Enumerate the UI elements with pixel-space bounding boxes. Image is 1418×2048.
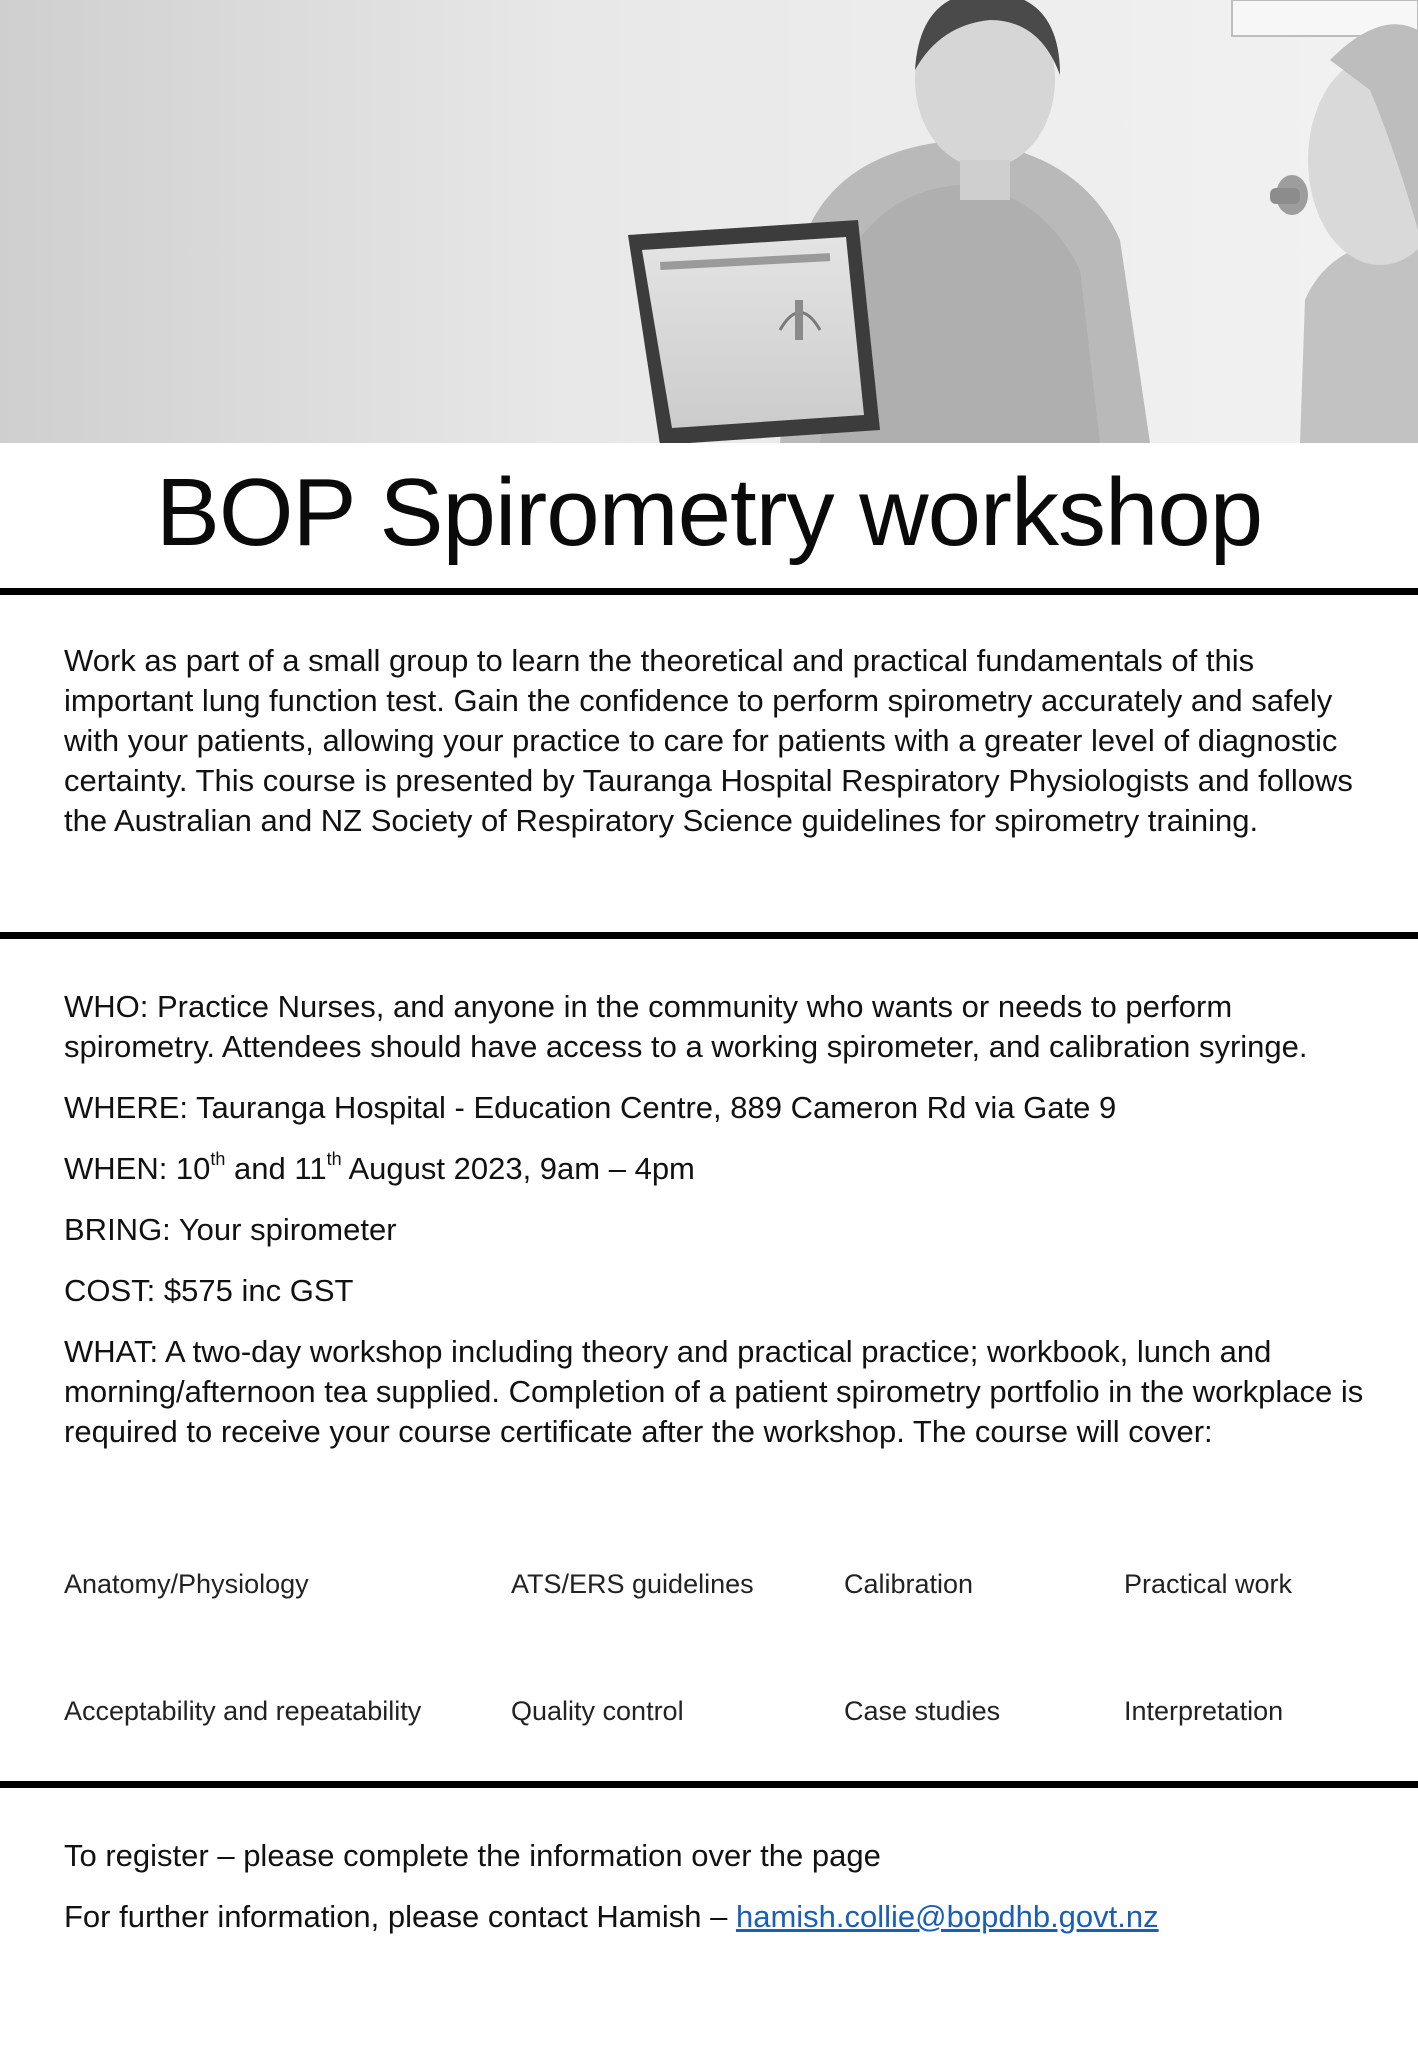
topic-item: Acceptability and repeatability xyxy=(64,1696,422,1726)
bring-text: BRING: Your spirometer xyxy=(64,1212,397,1247)
page-title: BOP Spirometry workshop xyxy=(155,459,1263,566)
hero-illustration xyxy=(0,0,1418,443)
contact-text: For further information, please contact Hamish – hamish.collie@bopdhb.govt.nz xyxy=(64,1899,1159,1934)
topic-item: Case studies xyxy=(844,1696,1001,1726)
topic-item: Anatomy/Physiology xyxy=(64,1569,309,1599)
divider xyxy=(0,1781,1418,1788)
topic-item: Practical work xyxy=(1124,1569,1293,1599)
intro-paragraph: Work as part of a small group to learn the theoretical and practical fundamentals of this important lung function test. Gain the confidence to perform spirometry accurately and safely with your patients, allowing your practice to care for patients with a greater level of diagnostic certainty. This course is presented by Tauranga Hospital Respiratory Physiologists and follows the Australian and NZ Society of Respiratory Science guidelines for spirometry training. xyxy=(64,643,1353,838)
cost-text: COST: $575 inc GST xyxy=(64,1273,354,1308)
footer xyxy=(64,1836,1364,1958)
topic-item: Quality control xyxy=(511,1696,684,1726)
topic-item: Calibration xyxy=(844,1569,974,1599)
email-link[interactable]: hamish.collie@bopdhb.govt.nz xyxy=(735,1899,1159,1934)
hero-photo xyxy=(0,0,1418,443)
workshop-details xyxy=(64,987,1364,1473)
divider xyxy=(0,588,1418,595)
divider xyxy=(0,932,1418,939)
what-text: WHAT: A two-day workshop including theory and practical practice; workbook, lunch and morning/afternoon tea supplied. Completion of a patient spirometry portfolio in the workplace is required to receive your course certificate after the workshop. The course will cover: xyxy=(64,1334,1364,1449)
topic-item: Interpretation xyxy=(1124,1696,1284,1726)
where-text: WHERE: Tauranga Hospital - Education Centre, 889 Cameron Rd via Gate 9 xyxy=(64,1090,1117,1125)
topic-item: ATS/ERS guidelines xyxy=(511,1569,754,1599)
when-text: WHEN: 10th and 11th August 2023, 9am – 4pm xyxy=(64,1149,695,1186)
who-text: WHO: Practice Nurses, and anyone in the community who wants or needs to perform spirometry. Attendees should have access to a working spirometer, and calibration syringe. xyxy=(64,989,1308,1064)
register-text: To register – please complete the information over the page xyxy=(64,1838,881,1873)
